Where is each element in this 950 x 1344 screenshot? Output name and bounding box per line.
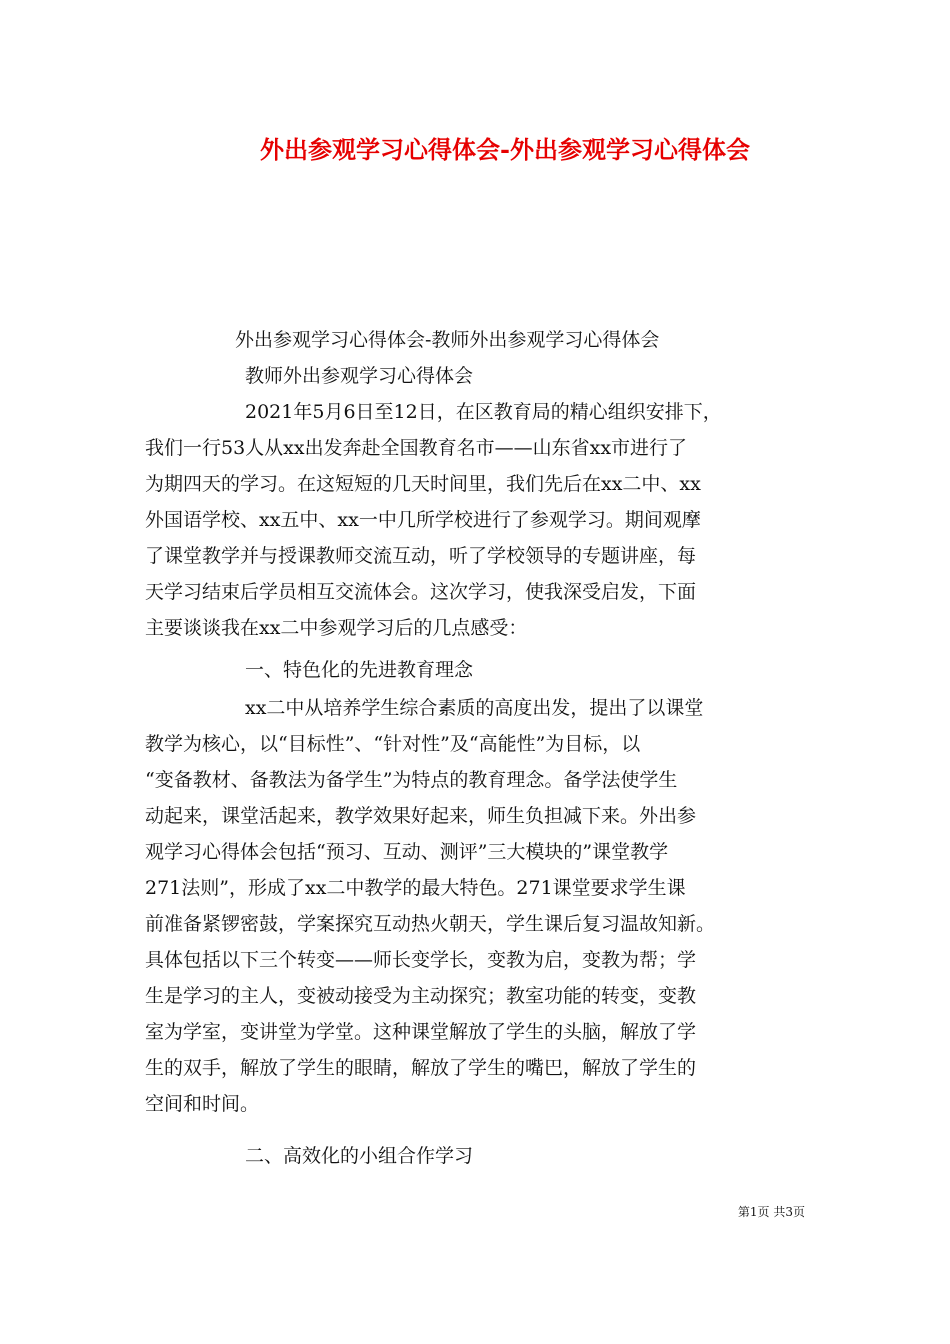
- body-line: “变备教材、备教法为备学生”为特点的教育理念。备学法使学生: [145, 769, 678, 791]
- body-line: 外国语学校、xx五中、xx一中几所学校进行了参观学习。期间观摩: [145, 509, 701, 531]
- body-line: 了课堂教学并与授课教师交流互动，听了学校领导的专题讲座，每: [145, 545, 697, 567]
- body-line: 271法则”，形成了xx二中教学的最大特色。271课堂要求学生课: [145, 877, 686, 899]
- body-line: 主要谈谈我在xx二中参观学习后的几点感受：: [145, 617, 528, 639]
- body-line: 我们一行53人从xx出发奔赴全国教育名市——山东省xx市进行了: [145, 437, 688, 459]
- section-heading: 一、特色化的先进教育理念: [245, 659, 474, 681]
- page-number: 第1页 共3页: [737, 1205, 805, 1219]
- body-line: 具体包括以下三个转变——师长变学长，变教为启，变教为帮；学: [145, 949, 697, 971]
- section-heading: 二、高效化的小组合作学习: [245, 1145, 474, 1167]
- body-line: 外出参观学习心得体会-教师外出参观学习心得体会: [235, 329, 660, 351]
- body-line: 生的双手，解放了学生的眼睛，解放了学生的嘴巴，解放了学生的: [145, 1057, 697, 1079]
- body-line: 室为学室，变讲堂为学堂。这种课堂解放了学生的头脑，解放了学: [145, 1021, 697, 1043]
- body-line: xx二中从培养学生综合素质的高度出发，提出了以课堂: [245, 697, 704, 719]
- body-line: 2021年5月6日至12日，在区教育局的精心组织安排下，: [245, 401, 722, 423]
- body-line: 教学为核心，以“目标性”、“针对性”及“高能性”为目标，以: [145, 733, 641, 755]
- body-line: 动起来，课堂活起来，教学效果好起来，师生负担减下来。外出参: [145, 805, 697, 827]
- body-line: 教师外出参观学习心得体会: [245, 365, 474, 387]
- document-title: 外出参观学习心得体会-外出参观学习心得体会: [260, 135, 750, 164]
- body-line: 空间和时间。: [145, 1093, 260, 1115]
- body-line: 生是学习的主人，变被动接受为主动探究；教室功能的转变，变教: [145, 985, 697, 1007]
- body-line: 观学习心得体会包括“预习、互动、测评”三大模块的”课堂教学: [145, 841, 669, 863]
- body-line: 为期四天的学习。在这短短的几天时间里，我们先后在xx二中、xx: [145, 473, 701, 495]
- body-line: 天学习结束后学员相互交流体会。这次学习，使我深受启发，下面: [145, 581, 697, 603]
- body-line: 前准备紧锣密鼓，学案探究互动热火朝天，学生课后复习温故知新。: [145, 913, 716, 935]
